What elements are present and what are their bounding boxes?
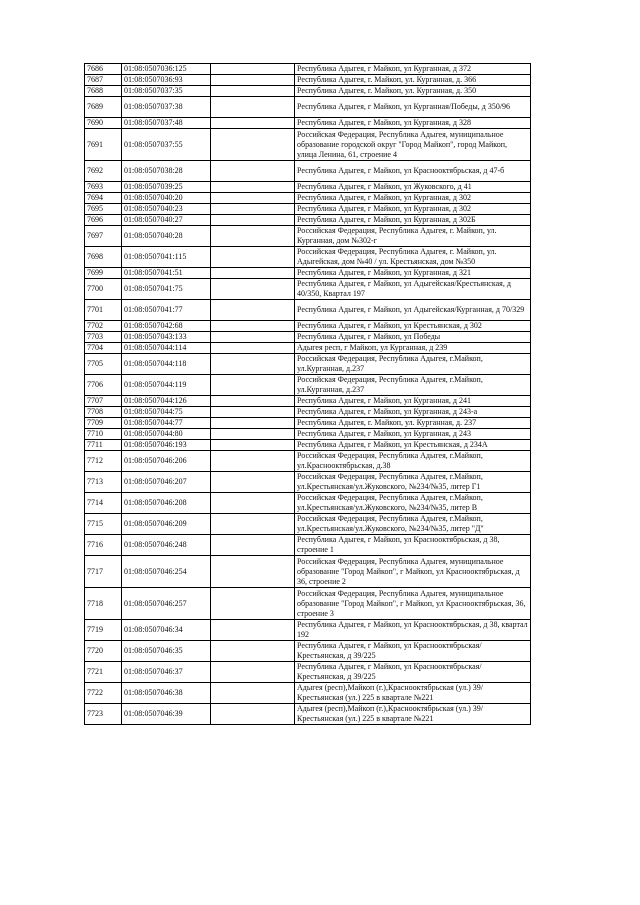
cadastral-number-cell: 01:08:0507046:206 bbox=[122, 451, 211, 472]
address-cell: Республика Адыгея, г Майкоп, ул Жуковского, д 41 bbox=[295, 182, 531, 193]
cadastral-number-cell: 01:08:0507037:35 bbox=[122, 86, 211, 97]
address-cell: Республика Адыгея, г Майкоп, ул Курганная, д 372 bbox=[295, 64, 531, 75]
empty-cell bbox=[211, 118, 295, 129]
cadastral-number-cell: 01:08:0507042:68 bbox=[122, 321, 211, 332]
cadastral-number-cell: 01:08:0507038:28 bbox=[122, 161, 211, 182]
table-row bbox=[85, 704, 531, 725]
row-number-cell: 7696 bbox=[85, 215, 122, 226]
cadastral-number-cell: 01:08:0507044:118 bbox=[122, 354, 211, 375]
row-number-cell: 7702 bbox=[85, 321, 122, 332]
empty-cell bbox=[211, 418, 295, 429]
row-number-cell: 7715 bbox=[85, 514, 122, 535]
table-row bbox=[85, 247, 531, 268]
table-row bbox=[85, 193, 531, 204]
address-cell: Республика Адыгея, г Майкоп, ул Курганная, д 328 bbox=[295, 118, 531, 129]
table-row bbox=[85, 620, 531, 641]
address-cell: Адыгея (респ),Майкоп (г.),Краснооктябрьская (ул.) 39/Крестьянская (ул.) 225 в квартале №221 bbox=[295, 704, 531, 725]
row-number-cell: 7714 bbox=[85, 493, 122, 514]
empty-cell bbox=[211, 620, 295, 641]
empty-cell bbox=[211, 97, 295, 118]
empty-cell bbox=[211, 75, 295, 86]
address-cell: Республика Адыгея, г Майкоп, ул Краснооктябрьская/Крестьянская, д 39/225 bbox=[295, 662, 531, 683]
empty-cell bbox=[211, 268, 295, 279]
row-number-cell: 7722 bbox=[85, 683, 122, 704]
empty-cell bbox=[211, 429, 295, 440]
empty-cell bbox=[211, 704, 295, 725]
address-cell: Республика Адыгея, г Майкоп, ул Краснооктябрьская, д 38, строение 1 bbox=[295, 535, 531, 556]
address-cell: Республика Адыгея, г. Майкоп, ул. Курганная, д. 237 bbox=[295, 418, 531, 429]
row-number-cell: 7710 bbox=[85, 429, 122, 440]
table-row bbox=[85, 429, 531, 440]
table-row bbox=[85, 268, 531, 279]
cadastral-number-cell: 01:08:0507046:257 bbox=[122, 588, 211, 620]
address-cell: Республика Адыгея, г Майкоп, ул Крестьянская, д 302 bbox=[295, 321, 531, 332]
address-cell: Республика Адыгея, г Майкоп, ул Курганная, д 241 bbox=[295, 396, 531, 407]
empty-cell bbox=[211, 300, 295, 321]
address-cell: Республика Адыгея, г Майкоп, ул Адыгейская/Курганная, д 70/329 bbox=[295, 300, 531, 321]
empty-cell bbox=[211, 129, 295, 161]
row-number-cell: 7703 bbox=[85, 332, 122, 343]
row-number-cell: 7690 bbox=[85, 118, 122, 129]
row-number-cell: 7707 bbox=[85, 396, 122, 407]
row-number-cell: 7701 bbox=[85, 300, 122, 321]
address-cell: Российская Федерация, Республика Адыгея, г. Майкоп, ул. Курганная, дом №302-г bbox=[295, 226, 531, 247]
row-number-cell: 7709 bbox=[85, 418, 122, 429]
row-number-cell: 7699 bbox=[85, 268, 122, 279]
table-row bbox=[85, 204, 531, 215]
cadastral-number-cell: 01:08:0507041:77 bbox=[122, 300, 211, 321]
cadastral-number-cell: 01:08:0507040:28 bbox=[122, 226, 211, 247]
address-cell: Республика Адыгея, г Майкоп, ул Курганная/Победы, д 350/96 bbox=[295, 97, 531, 118]
address-cell: Республика Адыгея, г. Майкоп, ул. Курганная, д. 366 bbox=[295, 75, 531, 86]
cadastral-number-cell: 01:08:0507041:51 bbox=[122, 268, 211, 279]
table-row bbox=[85, 535, 531, 556]
row-number-cell: 7718 bbox=[85, 588, 122, 620]
table-row bbox=[85, 86, 531, 97]
table-row bbox=[85, 64, 531, 75]
row-number-cell: 7694 bbox=[85, 193, 122, 204]
address-cell: Республика Адыгея, г Майкоп, ул Краснооктябрьская, д 47-б bbox=[295, 161, 531, 182]
empty-cell bbox=[211, 182, 295, 193]
row-number-cell: 7700 bbox=[85, 279, 122, 300]
empty-cell bbox=[211, 321, 295, 332]
cadastral-number-cell: 01:08:0507037:38 bbox=[122, 97, 211, 118]
table-row bbox=[85, 493, 531, 514]
address-cell: Республика Адыгея, г Майкоп, ул Краснооктябрьская/Крестьянская, д 39/225 bbox=[295, 641, 531, 662]
empty-cell bbox=[211, 407, 295, 418]
table-row bbox=[85, 354, 531, 375]
empty-cell bbox=[211, 193, 295, 204]
table-row bbox=[85, 182, 531, 193]
table-row bbox=[85, 300, 531, 321]
address-cell: Российская Федерация, Республика Адыгея, г.Майкоп, ул.Курганная, д.237 bbox=[295, 375, 531, 396]
row-number-cell: 7720 bbox=[85, 641, 122, 662]
table-row bbox=[85, 226, 531, 247]
address-cell: Республика Адыгея, г Майкоп, ул Краснооктябрьская, д 38, квартал 192 bbox=[295, 620, 531, 641]
cadastral-number-cell: 01:08:0507041:75 bbox=[122, 279, 211, 300]
table-row bbox=[85, 683, 531, 704]
table-row bbox=[85, 407, 531, 418]
row-number-cell: 7716 bbox=[85, 535, 122, 556]
table-row bbox=[85, 332, 531, 343]
row-number-cell: 7711 bbox=[85, 440, 122, 451]
cadastral-number-cell: 01:08:0507046:193 bbox=[122, 440, 211, 451]
row-number-cell: 7717 bbox=[85, 556, 122, 588]
cadastral-number-cell: 01:08:0507046:248 bbox=[122, 535, 211, 556]
cadastral-number-cell: 01:08:0507046:39 bbox=[122, 704, 211, 725]
cadastral-number-cell: 01:08:0507046:207 bbox=[122, 472, 211, 493]
table-row bbox=[85, 472, 531, 493]
table-row bbox=[85, 556, 531, 588]
address-cell: Российская Федерация, Республика Адыгея, г.Майкоп, ул.Краснооктябрьская, д.38 bbox=[295, 451, 531, 472]
row-number-cell: 7705 bbox=[85, 354, 122, 375]
address-cell: Республика Адыгея, г Майкоп, ул Победы bbox=[295, 332, 531, 343]
table-row bbox=[85, 343, 531, 354]
address-cell: Российская Федерация, Республика Адыгея, г.Майкоп, ул.Крестьянская/ул.Жуковского, №234/№35, литер В bbox=[295, 493, 531, 514]
empty-cell bbox=[211, 375, 295, 396]
row-number-cell: 7697 bbox=[85, 226, 122, 247]
table-row bbox=[85, 396, 531, 407]
empty-cell bbox=[211, 354, 295, 375]
empty-cell bbox=[211, 226, 295, 247]
table-row bbox=[85, 451, 531, 472]
empty-cell bbox=[211, 683, 295, 704]
table-row bbox=[85, 129, 531, 161]
row-number-cell: 7713 bbox=[85, 472, 122, 493]
address-cell: Российская Федерация, Республика Адыгея, г. Майкоп, ул. Адыгейская, дом №40 / ул. Крестьянская, дом №350 bbox=[295, 247, 531, 268]
address-cell: Республика Адыгея, г Майкоп, ул Крестьянская, д 234А bbox=[295, 440, 531, 451]
table-row bbox=[85, 118, 531, 129]
table-row bbox=[85, 641, 531, 662]
address-cell: Республика Адыгея, г. Майкоп, ул. Курганная, д. 350 bbox=[295, 86, 531, 97]
cadastral-number-cell: 01:08:0507041:115 bbox=[122, 247, 211, 268]
address-cell: Российская Федерация, Республика Адыгея, г.Майкоп, ул.Курганная, д.237 bbox=[295, 354, 531, 375]
empty-cell bbox=[211, 451, 295, 472]
empty-cell bbox=[211, 556, 295, 588]
empty-cell bbox=[211, 662, 295, 683]
cadastral-number-cell: 01:08:0507037:55 bbox=[122, 129, 211, 161]
row-number-cell: 7719 bbox=[85, 620, 122, 641]
empty-cell bbox=[211, 472, 295, 493]
cadastral-number-cell: 01:08:0507039:25 bbox=[122, 182, 211, 193]
row-number-cell: 7695 bbox=[85, 204, 122, 215]
address-cell: Адыгея респ, г Майкоп, ул Курганная, д 239 bbox=[295, 343, 531, 354]
table-body bbox=[85, 64, 531, 725]
row-number-cell: 7692 bbox=[85, 161, 122, 182]
cadastral-number-cell: 01:08:0507044:80 bbox=[122, 429, 211, 440]
address-cell: Республика Адыгея, г Майкоп, ул Курганная, д 243 bbox=[295, 429, 531, 440]
address-cell: Адыгея (респ),Майкоп (г.),Краснооктябрьская (ул.) 39/Крестьянская (ул.) 225 в квартале №221 bbox=[295, 683, 531, 704]
address-cell: Республика Адыгея, г Майкоп, ул Курганная, д 302Б bbox=[295, 215, 531, 226]
address-cell: Российская Федерация, Республика Адыгея, г.Майкоп, ул.Крестьянская/ул.Жуковского, №234/№35, литер "Д" bbox=[295, 514, 531, 535]
cadastral-number-cell: 01:08:0507036:125 bbox=[122, 64, 211, 75]
row-number-cell: 7706 bbox=[85, 375, 122, 396]
empty-cell bbox=[211, 247, 295, 268]
cadastral-number-cell: 01:08:0507040:27 bbox=[122, 215, 211, 226]
table-row bbox=[85, 75, 531, 86]
cadastral-register-table bbox=[84, 63, 531, 725]
table-row bbox=[85, 375, 531, 396]
address-cell: Республика Адыгея, г Майкоп, ул Адыгейская/Крестьянская, д 40/350, Квартал 197 bbox=[295, 279, 531, 300]
table-row bbox=[85, 440, 531, 451]
address-cell: Республика Адыгея, г Майкоп, ул Курганная, д 302 bbox=[295, 193, 531, 204]
cadastral-number-cell: 01:08:0507044:114 bbox=[122, 343, 211, 354]
cadastral-number-cell: 01:08:0507046:209 bbox=[122, 514, 211, 535]
empty-cell bbox=[211, 279, 295, 300]
cadastral-number-cell: 01:08:0507044:77 bbox=[122, 418, 211, 429]
address-cell: Республика Адыгея, г Майкоп, ул Курганная, д 243-а bbox=[295, 407, 531, 418]
row-number-cell: 7708 bbox=[85, 407, 122, 418]
cadastral-number-cell: 01:08:0507036:93 bbox=[122, 75, 211, 86]
row-number-cell: 7704 bbox=[85, 343, 122, 354]
table-row bbox=[85, 418, 531, 429]
row-number-cell: 7693 bbox=[85, 182, 122, 193]
address-cell: Российская Федерация, Республика Адыгея, муниципальное образование "Город Майкоп", г Майкоп, ул Краснооктябрьская, 36, строение 3 bbox=[295, 588, 531, 620]
empty-cell bbox=[211, 641, 295, 662]
table-row bbox=[85, 514, 531, 535]
table-row bbox=[85, 215, 531, 226]
cadastral-number-cell: 01:08:0507044:119 bbox=[122, 375, 211, 396]
table-row bbox=[85, 662, 531, 683]
cadastral-number-cell: 01:08:0507040:20 bbox=[122, 193, 211, 204]
address-cell: Республика Адыгея, г Майкоп, ул Курганная, д 302 bbox=[295, 204, 531, 215]
empty-cell bbox=[211, 204, 295, 215]
empty-cell bbox=[211, 86, 295, 97]
cadastral-number-cell: 01:08:0507044:75 bbox=[122, 407, 211, 418]
table-row bbox=[85, 161, 531, 182]
row-number-cell: 7688 bbox=[85, 86, 122, 97]
empty-cell bbox=[211, 440, 295, 451]
empty-cell bbox=[211, 64, 295, 75]
empty-cell bbox=[211, 396, 295, 407]
cadastral-number-cell: 01:08:0507044:126 bbox=[122, 396, 211, 407]
cadastral-number-cell: 01:08:0507046:254 bbox=[122, 556, 211, 588]
row-number-cell: 7686 bbox=[85, 64, 122, 75]
row-number-cell: 7691 bbox=[85, 129, 122, 161]
cadastral-number-cell: 01:08:0507037:48 bbox=[122, 118, 211, 129]
row-number-cell: 7698 bbox=[85, 247, 122, 268]
empty-cell bbox=[211, 161, 295, 182]
empty-cell bbox=[211, 215, 295, 226]
cadastral-number-cell: 01:08:0507046:34 bbox=[122, 620, 211, 641]
row-number-cell: 7721 bbox=[85, 662, 122, 683]
cadastral-number-cell: 01:08:0507040:23 bbox=[122, 204, 211, 215]
empty-cell bbox=[211, 588, 295, 620]
empty-cell bbox=[211, 493, 295, 514]
empty-cell bbox=[211, 514, 295, 535]
table-row bbox=[85, 321, 531, 332]
cadastral-number-cell: 01:08:0507046:38 bbox=[122, 683, 211, 704]
cadastral-number-cell: 01:08:0507046:208 bbox=[122, 493, 211, 514]
empty-cell bbox=[211, 332, 295, 343]
row-number-cell: 7689 bbox=[85, 97, 122, 118]
cadastral-number-cell: 01:08:0507046:37 bbox=[122, 662, 211, 683]
row-number-cell: 7712 bbox=[85, 451, 122, 472]
row-number-cell: 7723 bbox=[85, 704, 122, 725]
cadastral-number-cell: 01:08:0507046:35 bbox=[122, 641, 211, 662]
empty-cell bbox=[211, 535, 295, 556]
address-cell: Республика Адыгея, г Майкоп, ул Курганная, д 321 bbox=[295, 268, 531, 279]
cadastral-number-cell: 01:08:0507043:133 bbox=[122, 332, 211, 343]
table-row bbox=[85, 588, 531, 620]
address-cell: Российская Федерация, Республика Адыгея, муниципальное образование городской округ "Город Майкоп", город Майкоп, улица Ленина, 61, строение 4 bbox=[295, 129, 531, 161]
address-cell: Российская Федерация, Республика Адыгея, г.Майкоп, ул.Крестьянская/ул.Жуковского, №234/№35, литер Г1 bbox=[295, 472, 531, 493]
empty-cell bbox=[211, 343, 295, 354]
table-row bbox=[85, 279, 531, 300]
table-row bbox=[85, 97, 531, 118]
row-number-cell: 7687 bbox=[85, 75, 122, 86]
address-cell: Российская Федерация, Республика Адыгея, муниципальное образование "Город Майкоп", г Майкоп, ул Краснооктябрьская, д 36, строение 2 bbox=[295, 556, 531, 588]
